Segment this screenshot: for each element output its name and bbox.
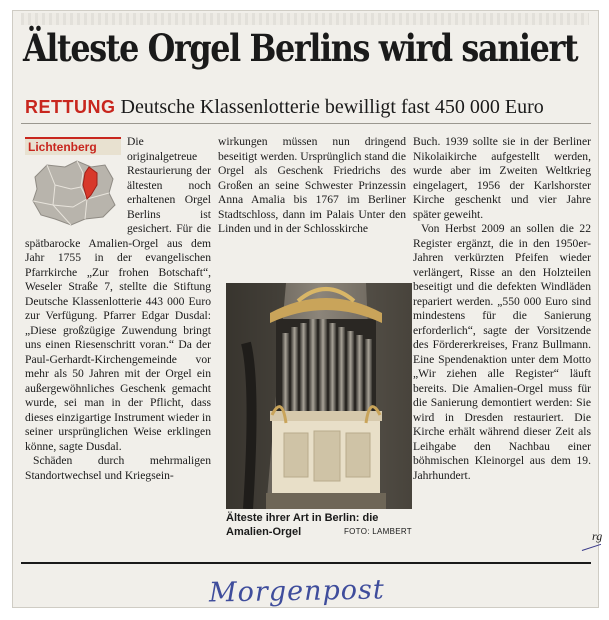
newspaper-clipping [12, 10, 603, 609]
author-initials: rg [592, 529, 603, 543]
pencil-mark [581, 541, 601, 551]
article-column-3 [413, 135, 591, 483]
handwritten-source-note: Morgenpost [208, 574, 385, 609]
article-column-1 [25, 135, 211, 483]
column2-paragraph-1: wirkungen müssen nun dringend beseitigt werden. Ursprünglich stand die Orgel als Geschenk Friedrichs des Großen an seine Schwester Prinzessin Anna Amalia bis 1767 im Berliner Stadtschloss, dann im Palais Unter den Linden und in der Schlosskirche [218, 135, 406, 235]
subheadline-text: Deutsche Klassenlotterie bewilligt fast 450 000 Euro [120, 96, 544, 118]
organ-illustration [226, 283, 412, 509]
locator-box [25, 137, 121, 229]
bottom-divider [21, 562, 591, 564]
photo-credit: FOTO: LAMBERT [343, 527, 412, 536]
kicker-label: RETTUNG [25, 97, 116, 117]
photo-caption-text: Älteste ihrer Art in Berlin: die Amalien-Orgel [226, 512, 379, 538]
article-column-2 [218, 135, 406, 237]
column1-paragraph-2: Schäden durch mehrmaligen Standortwechsel und Kriegsein- [25, 454, 211, 482]
previous-page-bleed [21, 13, 589, 25]
article-headline: Älteste Orgel Berlins wird saniert [23, 26, 578, 70]
article-subheadline [25, 95, 595, 119]
organ-photo [226, 283, 412, 509]
column3-paragraph-2: Von Herbst 2009 an sollen die 22 Register ergänzt, die in den 1950er-Jahren verkürzten Pfeifen wieder verlängert, Risse an den Holzteilen beseitigt und die defekten Windläden repariert werden. „550 000 Euro sind mindestens für die Sanierung erforderlich“, sagte der Vorsitzende des Fördererkreises, Franz Bullmann. Eine Spendenaktion unter dem Motto „Wir ziehen alle Register“ läuft bereits. Die Amalien-Orgel muss für die Sanierung demontiert werden: Sie wird in Dresden restauriert. Die Kirche erhält während dieser Zeit als Leihgabe den Nachbau einer böhmischen Kleinorgel aus dem 19. Jahrhundert. [413, 222, 591, 482]
photo-caption [226, 511, 412, 539]
header-divider [21, 123, 591, 124]
column3-paragraph-1: Buch. 1939 sollte sie in der Berliner Nikolaikirche aufgestellt werden, wurde aber im Zweiten Weltkrieg eingelagert, 1956 der Karlshorster Kirche geschenkt und vier Jahre später geweiht. [413, 135, 591, 221]
locator-label: Lichtenberg [25, 137, 121, 155]
berlin-map-icon [25, 155, 121, 229]
column1-paragraph-1: Die originalgetreue Restaurierung der ältesten noch erhaltenen Orgel Berlins ist gesichert. Für die spätbarocke Amalien-Orgel aus dem Jahr 1755 in der evangelischen Pfarrkirche „Zur frohen Botschaft“, Weseler Straße 7, stellte die Stiftung Deutsche Klassenlotterie 443 000 Euro zur Verfügung. Pfarrer Edgar Dusdal: „Diese großzügige Zuwendung bringt uns einen Riesenschritt voran.“ Da der Paul-Gerhardt-Kirchengemeinde vor mehr als 50 Jahren mit der Orgel ein außergewöhnliches Geschenk gemacht wurde, sei man in der Pflicht, dass dieses einzigartige Instrument wieder in seiner ursprünglichen Weise erklingen könne, sagte Dusdal. [25, 135, 211, 453]
